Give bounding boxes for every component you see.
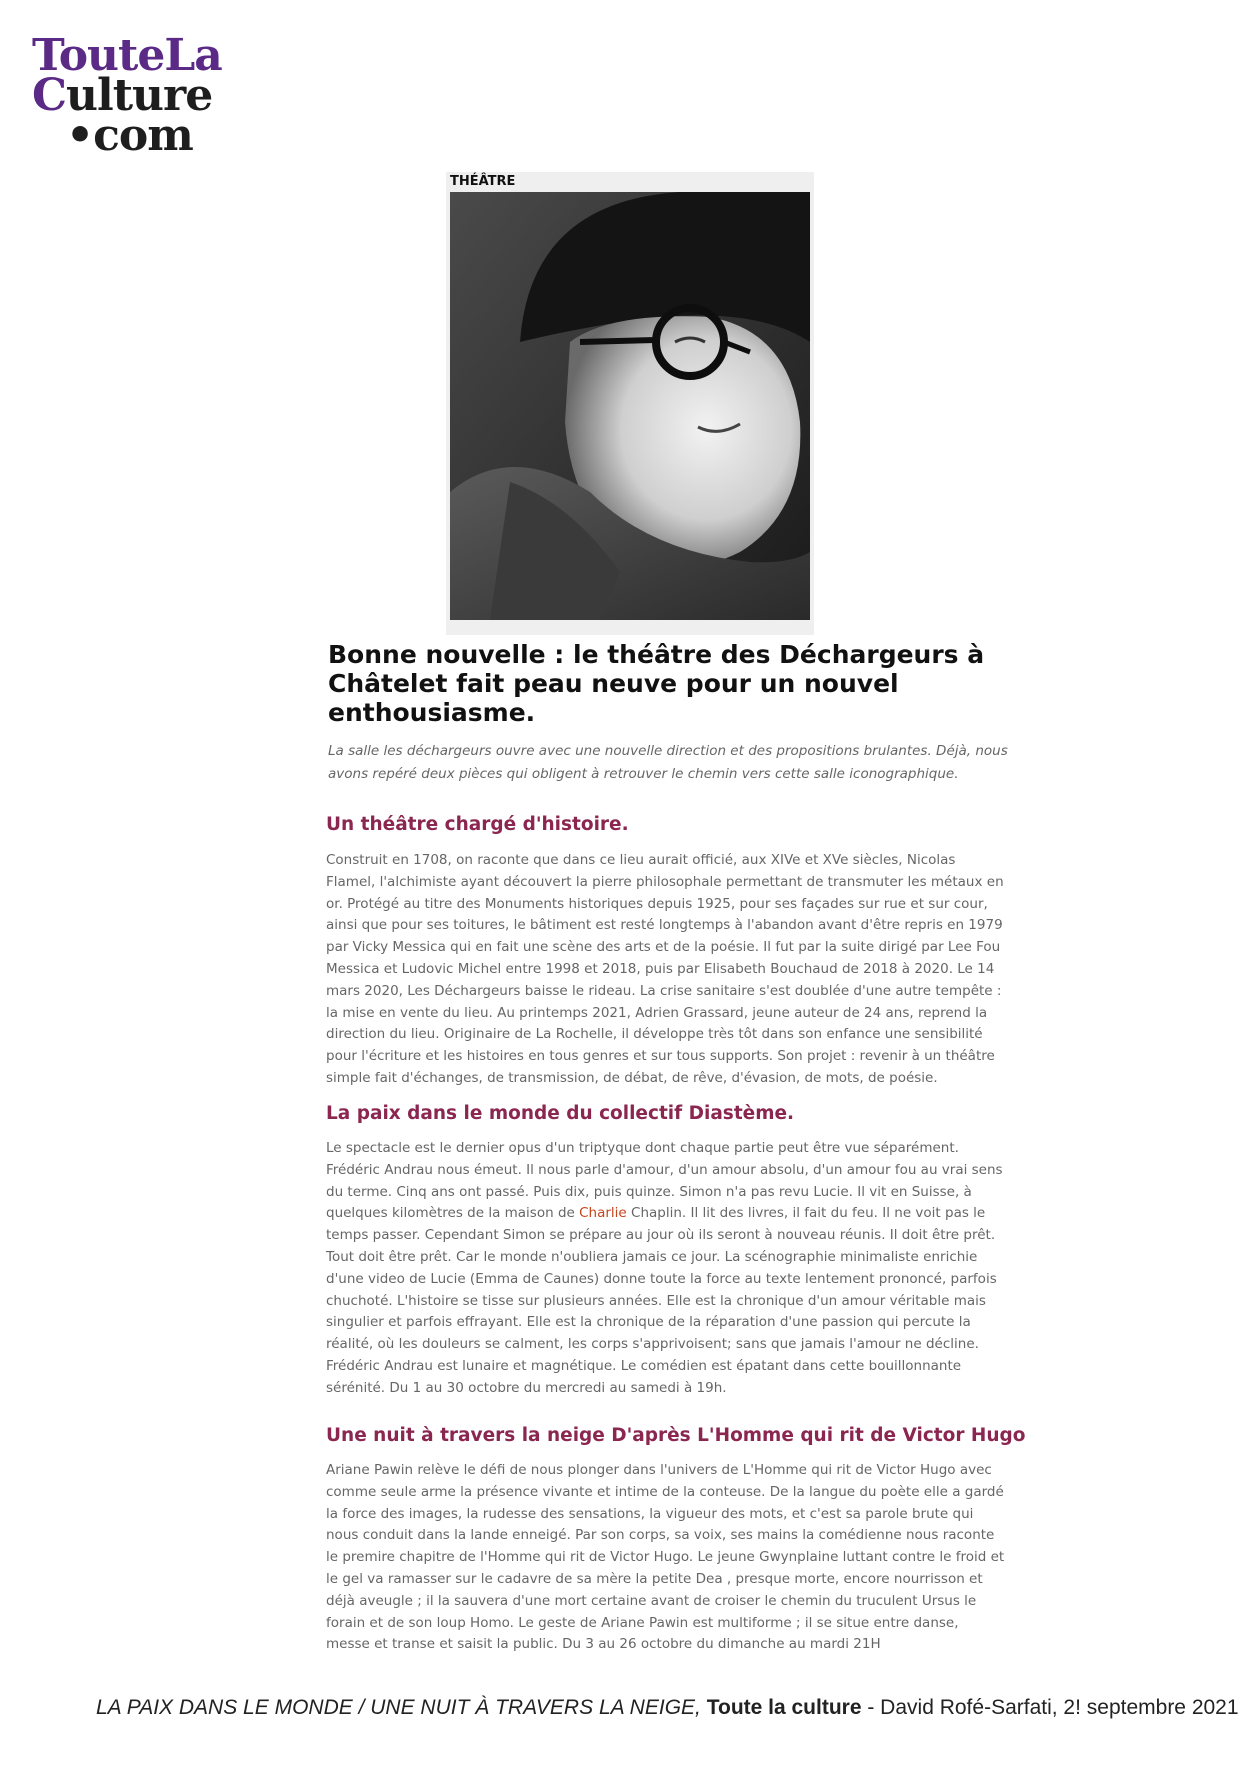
site-logo[interactable] xyxy=(32,30,232,161)
citation-publication: Toute la culture xyxy=(706,1696,862,1719)
body-text-part: Chaplin. Il lit des livres, il fait du feu. Il ne voit pas le temps passer. Cependant Simon se prépare au jour où ils seront à nouveau réunis. Il doit être prêt. Tout doit être prêt. Car le monde n'oubliera jamais ce jour. La scénographie minimaliste enrichie d'une video de Lucie (Emma de Caunes) donne toute la force au texte lentement prononcé, parfois chuchoté. L'histoire se tisse sur plusieurs années. Elle est la chronique d'un amour véritable mais singulier et parfois effrayant. Elle est la chronique de la réparation d'une passion qui percute la réalité, où les douleurs se calment, les corps s'apprivoisent; sans que jamais l'amour ne décline. Frédéric Andrau est lunaire et magnétique. Le comédien est épatant dans cette bouillonnante sérénité. Du 1 au 30 octobre du mercredi au samedi à 19h. xyxy=(326,1205,997,1396)
section-body-history: Construit en 1708, on raconte que dans ce lieu aurait officié, aux XIVe et XVe siècles, Nicolas Flamel, l'alchimiste ayant découvert la pierre philosophale permettant de transmuter les métaux en or. Protégé au titre des Monuments historiques depuis 1925, pour ses façades sur rue et sur cour, ainsi que pour ses toitures, le bâtiment est resté longtemps à l'abandon avant d'être repris en 1979 par Vicky Messica qui en fait une scène des arts et de la poésie. Il fut par la suite dirigé par Lee Fou Messica et Ludovic Michel entre 1998 et 2018, puis par Elisabeth Bouchaud de 2018 à 2020. Le 14 mars 2020, Les Déchargeurs baisse le rideau. La crise sanitaire s'est doublée d'une autre tempête : la mise en vente du lieu. Au printemps 2021, Adrien Grassard, jeune auteur de 24 ans, reprend la direction du lieu. Originaire de La Rochelle, il développe très tôt dans son enfance une sensibilité pour l'écriture et les histoires en tous genres et sur tous supports. Son projet : revenir à un théâtre simple fait d'échanges, de transmission, de débat, de rêve, d'évasion, de mots, de poésie. xyxy=(326,852,1004,1086)
section-body-une-nuit: Ariane Pawin relève le défi de nous plonger dans l'univers de L'Homme qui rit de Victor Hugo avec comme seule arme la présence vivante et intime de la conteuse. De la langue du poète elle a gardé la force des images, la rudesse des sensations, la vigueur des mots, et c'est sa parole brute qui nous conduit dans la lande enneigé. Par son corps, sa voix, ses mains la comédienne nous raconte le premire chapitre de l'Homme qui rit de Victor Hugo. Le jeune Gwynplaine luttant contre le froid et le gel va ramasser sur le cadavre de sa mère la petite Dea , presque morte, encore nourrisson et déjà aveugle ; il la sauvera d'une mort certaine avant de croiser le chemin du truculent Ursus le forain et de son loup Homo. Le geste de Ariane Pawin est multiforme ; il se situe entre danse, messe et transe et saisit la public. Du 3 au 26 octobre du dimanche au mardi 21H xyxy=(326,1462,1005,1653)
section-title-la-paix: La paix dans le monde du collectif Diastème. xyxy=(326,1103,795,1124)
source-citation xyxy=(96,1696,1239,1720)
article-lede: La salle les déchargeurs ouvre avec une nouvelle direction et des propositions brulantes. Déjà, nous avons repéré deux pièces qui obligent à retrouver le chemin vers cette salle iconographique. xyxy=(328,743,1008,782)
category-tag: THÉÂTRE xyxy=(450,174,516,189)
citation-titles: LA PAIX DANS LE MONDE / UNE NUIT À TRAVERS LA NEIGE, xyxy=(96,1696,701,1719)
section-title-une-nuit: Une nuit à travers la neige D'après L'Homme qui rit de Victor Hugo xyxy=(326,1425,1026,1446)
body-text-part: Le spectacle est le dernier opus d'un triptyque dont chaque partie peut être vue séparément. Frédéric Andrau nous émeut. Il nous parle d'amour, d'un amour absolu, d'un amour fou au vrai sens du terme. Cinq ans ont passé. Puis dix, puis quinze. Simon n'a pas revu Lucie. Il vit en Suisse, à quelques kilomètres de la maison de xyxy=(326,1140,1003,1222)
portrait-photo xyxy=(450,192,810,620)
logo-line-3: •com xyxy=(66,110,193,161)
section-body-la-paix xyxy=(326,1138,1006,1400)
article-photo-frame xyxy=(446,172,814,635)
logo-line-1: TouteLa xyxy=(32,30,222,81)
section-title-history: Un théâtre chargé d'histoire. xyxy=(326,814,629,835)
citation-byline: - David Rofé-Sarfati, 2! septembre 2021 xyxy=(867,1696,1239,1719)
logo-line-2: Culture xyxy=(32,70,213,121)
charlie-link[interactable]: Charlie xyxy=(579,1205,627,1222)
article-headline: Bonne nouvelle : le théâtre des Déchargeurs à Châtelet fait peau neuve pour un nouvel enthousiasme. xyxy=(328,640,985,727)
